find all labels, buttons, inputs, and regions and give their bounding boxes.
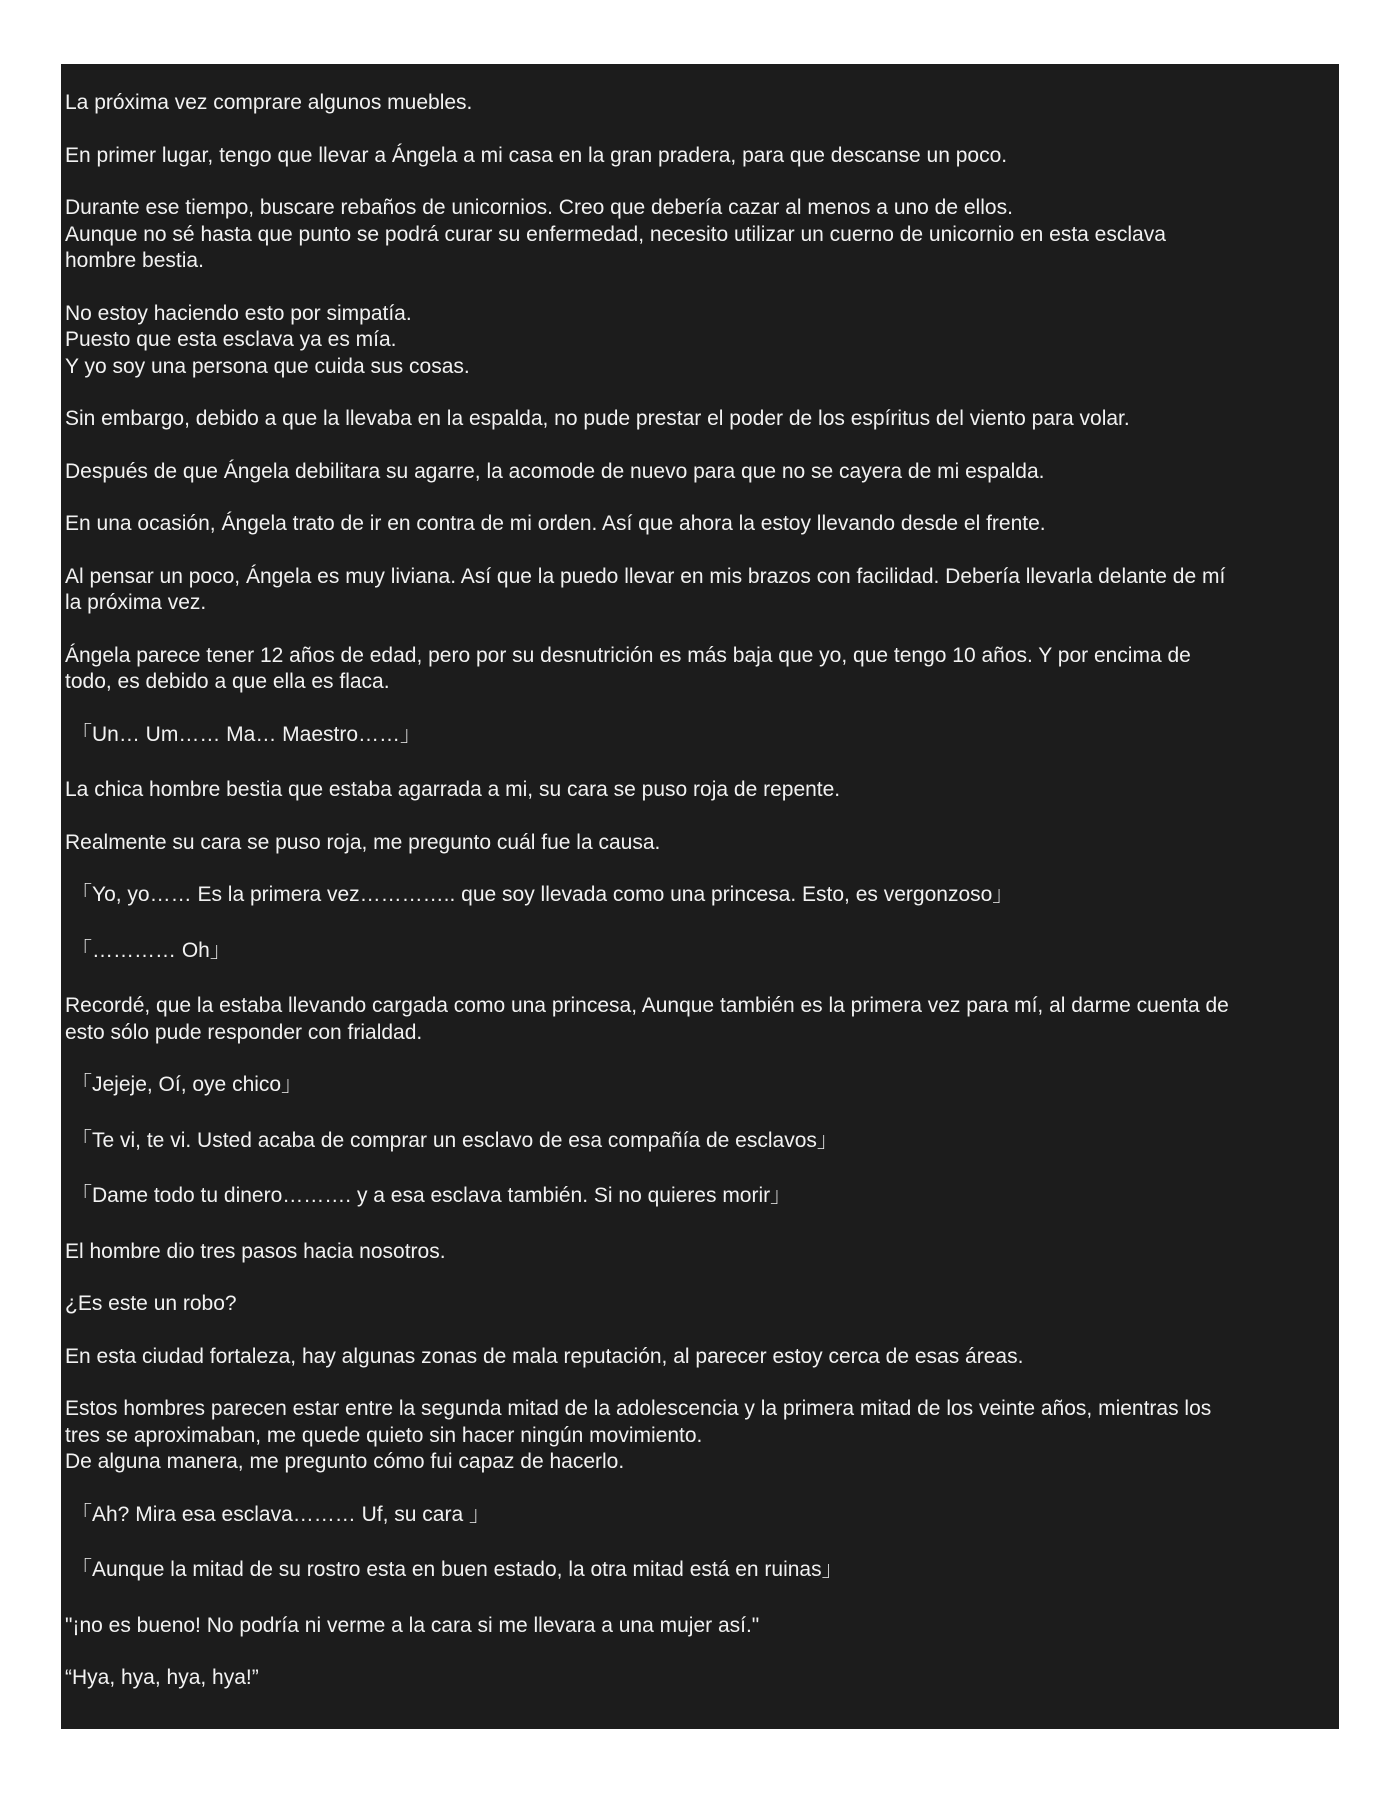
dialogue-paragraph: [65, 1502, 1333, 1529]
text-line: “Hya, hya, hya, hya!”: [65, 1666, 259, 1689]
narration-paragraph: [65, 643, 1333, 696]
text-line: ¿Es este un robo?: [65, 1292, 237, 1315]
narration-paragraph: [65, 459, 1333, 486]
dialogue-paragraph: [65, 1128, 1333, 1155]
text-line: El hombre dio tres pasos hacia nosotros.: [65, 1239, 446, 1263]
dialogue-paragraph: [65, 1183, 1333, 1210]
text-line: Y yo soy una persona que cuida sus cosas.: [65, 354, 470, 378]
dialogue-paragraph: [65, 1557, 1333, 1584]
text-line: No estoy haciendo esto por simpatía.: [65, 301, 412, 325]
text-line: La próxima vez comprare algunos muebles.: [65, 91, 473, 114]
narration-paragraph: [65, 993, 1333, 1046]
text-line: Al pensar un poco, Ángela es muy liviana. Así que la puedo llevar en mis brazos con facilidad. Debería llevarla delante de mí: [65, 564, 1226, 588]
narration-paragraph: [65, 830, 1333, 857]
text-line: De alguna manera, me pregunto cómo fui capaz de hacerlo.: [65, 1450, 625, 1473]
text-line: La chica hombre bestia que estaba agarrada a mi, su cara se puso roja de repente.: [65, 778, 841, 801]
narration-paragraph: [65, 406, 1333, 433]
text-line: Ángela parece tener 12 años de edad, pero por su desnutrición es más baja que yo, que tengo 10 años. Y por encima de: [65, 643, 1191, 667]
narration-paragraph: [65, 1396, 1333, 1476]
narration-paragraph: [65, 1239, 1333, 1266]
text-line: En esta ciudad fortaleza, hay algunas zonas de mala reputación, al parecer estoy cerca de esas áreas.: [65, 1344, 1024, 1368]
text-line: Realmente su cara se puso roja, me pregunto cuál fue la causa.: [65, 830, 661, 854]
text-line: 「Jejeje, Oí, oye chico」: [71, 1073, 303, 1096]
narration-paragraph: [65, 511, 1333, 538]
narration-paragraph: [65, 143, 1333, 170]
text-line: tres se aproximaban, me quede quieto sin hacer ningún movimiento.: [65, 1423, 703, 1447]
dialogue-paragraph: [65, 938, 1333, 965]
text-line: En primer lugar, tengo que llevar a Ángela a mi casa en la gran pradera, para que descanse un poco.: [65, 143, 1008, 167]
text-line: Puesto que esta esclava ya es mía.: [65, 328, 397, 351]
narration-paragraph: [65, 564, 1333, 617]
text-line: Recordé, que la estaba llevando cargada como una princesa, Aunque también es la primera vez para mí, al darme cuenta de: [65, 994, 1229, 1017]
text-line: Aunque no sé hasta que punto se podrá curar su enfermedad, necesito utilizar un cuerno de unicornio en esta esclava: [65, 222, 1166, 246]
dialogue-paragraph: [65, 882, 1333, 909]
text-line: En una ocasión, Ángela trato de ir en contra de mi orden. Así que ahora la estoy llevando desde el frente.: [65, 512, 1046, 535]
text-line: 「Un… Um…… Ma… Maestro……」: [71, 722, 422, 746]
text-line: la próxima vez.: [65, 591, 207, 614]
text-line: "¡no es bueno! No podría ni verme a la cara si me llevara a una mujer así.": [65, 1613, 760, 1637]
narration-paragraph: [65, 777, 1333, 804]
text-line: 「Aunque la mitad de su rostro esta en buen estado, la otra mitad está en ruinas」: [71, 1558, 843, 1581]
text-line: 「Ah? Mira esa esclava……… Uf, su cara 」: [71, 1502, 490, 1526]
narration-paragraph: [65, 301, 1333, 381]
narration-paragraph: [65, 1291, 1333, 1318]
text-line: Sin embargo, debido a que la llevaba en la espalda, no pude prestar el poder de los espíritus del viento para volar.: [65, 407, 1130, 430]
text-line: 「………… Oh」: [71, 938, 231, 962]
text-line: hombre bestia.: [65, 249, 204, 272]
narration-paragraph: [65, 90, 1333, 117]
text-line: Después de que Ángela debilitara su agarre, la acomode de nuevo para que no se cayera de mi espalda.: [65, 459, 1045, 483]
text-line: esto sólo pude responder con frialdad.: [65, 1020, 423, 1044]
text-line: 「Te vi, te vi. Usted acaba de comprar un esclavo de esa compañía de esclavos」: [71, 1128, 838, 1152]
narration-paragraph: [65, 195, 1333, 275]
text-line: Durante ese tiempo, buscare rebaños de unicornios. Creo que debería cazar al menos a uno de ellos.: [65, 196, 1013, 219]
narration-paragraph: [65, 1344, 1333, 1371]
text-line: 「Dame todo tu dinero………. y a esa esclava también. Si no quieres morir」: [71, 1184, 792, 1207]
narration-paragraph: [65, 1613, 1333, 1640]
text-line: todo, es debido a que ella es flaca.: [65, 670, 390, 693]
dialogue-paragraph: [65, 722, 1333, 749]
text-line: 「Yo, yo…… Es la primera vez………….. que soy llevada como una princesa. Esto, es vergonzoso」: [71, 883, 1014, 906]
narration-paragraph: [65, 1665, 1333, 1692]
text-line: Estos hombres parecen estar entre la segunda mitad de la adolescencia y la primera mitad de los veinte años, mientras los: [65, 1397, 1212, 1420]
document-page: [61, 64, 1339, 1729]
dialogue-paragraph: [65, 1072, 1333, 1099]
